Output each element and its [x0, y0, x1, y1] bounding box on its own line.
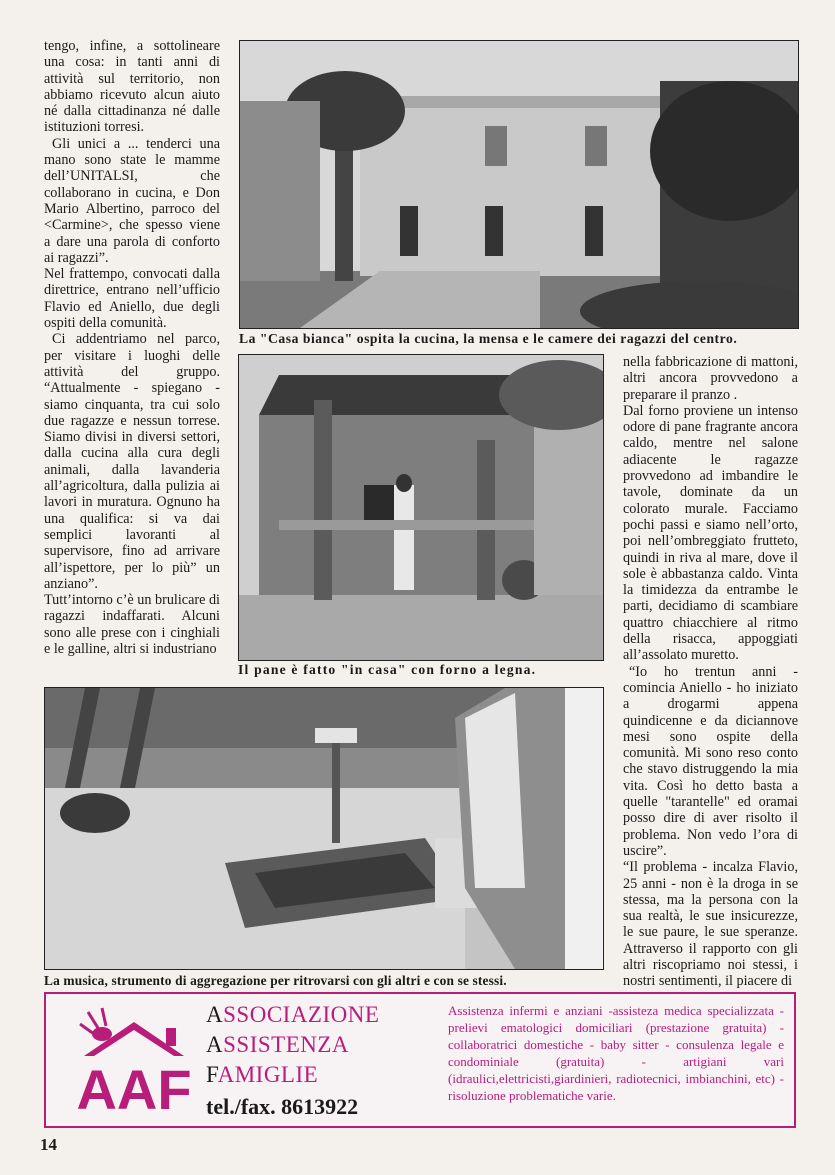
paragraph: Tutt’intorno c’è un brulicare di ragazzi indaffarati. Alcuni sono alle prese con i cinghiali e le galline, altri si industriano — [44, 592, 220, 657]
caption-photo-1: La "Casa bianca" ospita la cucina, la mensa e le camere dei ragazzi del centro. — [239, 331, 738, 346]
aaf-logo-text: AAF — [76, 1058, 192, 1119]
paragraph: Dal forno proviene un intenso odore di pane fragrante ancora caldo, mentre nel salone adiacente le ragazze provvedono ad imbandire le tavole, dominate da un colorato murale. Facciamo pochi passi e siamo nell’orto, poi nell’ombreggiato frutteto, quindi in riva al mare, dove il sole è abbastanza caldo. Vinta la timidezza da entrambe le parti, decidiamo di scambiare quattro chiacchiere al ritmo della risacca, appoggiati all’assolato muretto. — [623, 402, 798, 664]
ad-box-aaf — [44, 992, 796, 1128]
photo-musica — [44, 687, 604, 970]
ad-phone: tel./fax. 8613922 — [206, 1094, 359, 1119]
paragraph: Nel frattempo, convocati dalla direttrice, entrano nell’ufficio Flavio ed Aniello, due degli ospiti della comunità. — [44, 266, 220, 332]
paragraph: tengo, infine, a sottolineare una cosa: in tanti anni di attività sul territorio, non abbiamo ricevuto alcun aiuto né dalla cittadinanza né dalle istituzioni torresi. — [44, 38, 220, 136]
article-column-right — [623, 354, 798, 990]
paragraph: “Io ho trentun anni - comincia Aniello - ho iniziato a drogarmi appena quindicenne e da diciannove mesi sono ospite della comunità. Mi sono reso conto che stavo distruggendo la mia vita. Così ho detto basta a quelle "tarantelle" ed oramai posso dire di aver risolto il problema. Non vedo l’ora di uscire”. — [623, 663, 798, 859]
paragraph: nella fabbricazione di mattoni, altri ancora provvedono a preparare il pranzo . — [623, 354, 798, 403]
ad-services: Assistenza infermi e anziani -assisteza medica specializzata - prelievi ematologici domiciliari (prestazione gratuita) - collaboratrici domestiche - baby sitter - consulenza legale e condominiale (gratuita) - artigiani vari (idraulici,elettricisti,giardinieri, radiotecnici, imbianchini, etc) - risoluzione problematiche varie. — [448, 1003, 784, 1103]
ad-title-line-1 — [206, 1002, 379, 1028]
photo-casa-bianca — [239, 40, 799, 329]
ad-title-rest: AMIGLIE — [217, 1062, 319, 1087]
aaf-logo — [74, 1004, 194, 1119]
ad-title-line-2 — [206, 1032, 349, 1058]
ad-title-rest: SSISTENZA — [223, 1032, 350, 1057]
paragraph: Ci addentriamo nel parco, per visitare i luoghi delle attività del gruppo. “Attualmente - spiegano - siamo cinquanta, tra cui solo due ragazze e nessun torrese. Siamo divisi in diversi settori, dalla cucina alla cura degli animali, dalla lavanderia all’agricoltura, dalla pulizia ai lavori in muratura. Ognuno ha una qualifica: si va dai semplici lavoranti al supervisore, fino ad arrivare all’ispettore, per lo più” un anziano”. — [44, 331, 220, 592]
photo-forno — [238, 354, 604, 661]
article-column-left — [44, 38, 220, 657]
ad-title-initial: A — [206, 1002, 224, 1027]
ad-title-initial: F — [206, 1062, 218, 1087]
caption-photo-2: Il pane è fatto "in casa" con forno a legna. — [238, 662, 537, 677]
caption-photo-3: La musica, strumento di aggregazione per ritrovarsi con gli altri e con se stessi. — [44, 973, 507, 988]
paragraph: “Il problema - incalza Flavio, 25 anni - non è la droga in se stessa, ma la persona con la sua realtà, le sue insicurezze, le sue paure, le sue speranze. Attraverso il rapporto con gli altri riscopriamo noi stessi, i nostri sentimenti, il piacere di — [623, 859, 798, 990]
paragraph: Gli unici a ... tenderci una mano sono state le mamme dell’UNITALSI, che collaborano in cucina, e Don Mario Albertino, parroco del <Carmine>, che spesso viene a dare una parola di conforto ai ragazzi”. — [44, 135, 220, 266]
page-number: 14 — [40, 1135, 57, 1154]
ad-title-line-3 — [206, 1062, 318, 1088]
ad-title-initial: A — [206, 1032, 224, 1057]
ad-title-rest: SSOCIAZIONE — [223, 1002, 380, 1027]
